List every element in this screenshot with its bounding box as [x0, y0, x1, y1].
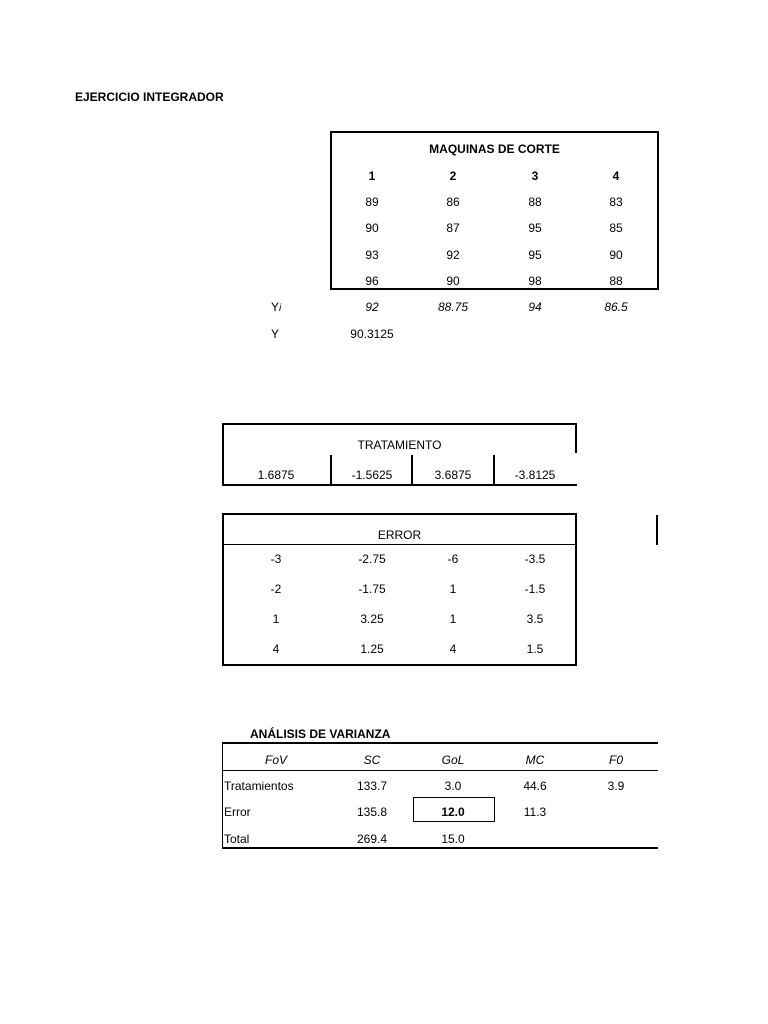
- anova-cell: 133.7: [356, 779, 388, 793]
- maquinas-col-3: 3: [531, 169, 539, 183]
- anova-row-label: Tratamientos: [224, 779, 294, 793]
- anova-header-gol: GoL: [441, 753, 465, 767]
- error-cell: 3.25: [360, 612, 384, 626]
- maquinas-cell: 90: [365, 221, 379, 235]
- anova-cell-selected[interactable]: 12.0: [441, 805, 465, 819]
- error-cell: -3: [270, 552, 282, 566]
- maquinas-cell: 96: [365, 274, 379, 288]
- error-header-divider: [222, 544, 577, 545]
- anova-header-divider: [222, 770, 658, 771]
- error-cell: -1.75: [358, 582, 386, 596]
- anova-top-border: [222, 742, 658, 744]
- anova-cell: 15.0: [441, 832, 465, 846]
- maquinas-cell: 95: [528, 221, 542, 235]
- anova-title: ANÁLISIS DE VARIANZA: [250, 727, 391, 741]
- anova-cell: 3.0: [444, 779, 462, 793]
- anova-cell: 11.3: [523, 805, 547, 819]
- page-title: EJERCICIO INTEGRADOR: [75, 90, 224, 104]
- maquinas-col-4: 4: [612, 169, 620, 183]
- maquinas-cell: 90: [446, 274, 460, 288]
- anova-header-f0: F0: [608, 753, 623, 767]
- yi-value: 94: [528, 300, 542, 314]
- error-cell: 1.5: [526, 642, 544, 656]
- anova-header-sc: SC: [363, 753, 381, 767]
- maquinas-cell: 83: [609, 195, 623, 209]
- tratamiento-bottom-border: [222, 484, 577, 486]
- tratamiento-value: 1.6875: [257, 468, 295, 482]
- error-cell: -1.5: [524, 582, 546, 596]
- maquinas-cell: 85: [609, 221, 623, 235]
- maquinas-cell: 98: [528, 274, 542, 288]
- yi-value: 88.75: [437, 300, 469, 314]
- anova-cell: 3.9: [607, 779, 625, 793]
- tratamiento-left-border: [222, 423, 224, 486]
- yi-value: 86.5: [604, 300, 628, 314]
- maquinas-col-2: 2: [449, 169, 457, 183]
- error-cell: -2: [270, 582, 282, 596]
- anova-row-label: Error: [224, 805, 251, 819]
- error-cell: 3.5: [526, 612, 544, 626]
- anova-header-mc: MC: [525, 753, 545, 767]
- maquinas-cell: 88: [528, 195, 542, 209]
- error-cell: 4: [449, 642, 457, 656]
- stray-border-line: [656, 515, 658, 545]
- yi-value: 92: [365, 300, 379, 314]
- maquinas-col-1: 1: [368, 169, 376, 183]
- tratamiento-value: 3.6875: [434, 468, 472, 482]
- error-cell: -6: [447, 552, 459, 566]
- maquinas-cell: 89: [365, 195, 379, 209]
- anova-cell: 44.6: [523, 779, 547, 793]
- tratamiento-value: -1.5625: [351, 468, 393, 482]
- error-header: ERROR: [377, 528, 422, 542]
- maquinas-cell: 86: [446, 195, 460, 209]
- yi-label: [271, 300, 281, 314]
- maquinas-cell: 95: [528, 248, 542, 262]
- tratamiento-header: TRATAMIENTO: [357, 438, 442, 452]
- anova-cell: 135.8: [356, 805, 388, 819]
- yi-label-main: Y: [271, 300, 280, 314]
- anova-cell: 269.4: [356, 832, 388, 846]
- anova-bottom-border: [222, 847, 658, 849]
- error-cell: 1.25: [360, 642, 384, 656]
- maquinas-header: MAQUINAS DE CORTE: [429, 142, 560, 156]
- error-cell: 1: [449, 612, 457, 626]
- maquinas-cell: 90: [609, 248, 623, 262]
- anova-row-label: Total: [224, 832, 250, 846]
- maquinas-cell: 92: [446, 248, 460, 262]
- error-cell: -3.5: [524, 552, 546, 566]
- maquinas-cell: 93: [365, 248, 379, 262]
- error-cell: 1: [449, 582, 457, 596]
- anova-header-fov: FoV: [264, 753, 287, 767]
- error-cell: 1: [272, 612, 280, 626]
- maquinas-cell: 88: [609, 274, 623, 288]
- error-cell: -2.75: [358, 552, 386, 566]
- anova-left-border: [222, 742, 223, 849]
- maquinas-cell: 87: [446, 221, 460, 235]
- yi-label-sub: i: [279, 303, 282, 314]
- y-label: Y: [271, 327, 280, 341]
- error-cell: 4: [272, 642, 280, 656]
- tratamiento-top-border: [222, 423, 577, 425]
- y-value: 90.3125: [350, 327, 394, 341]
- tratamiento-value: -3.8125: [514, 468, 556, 482]
